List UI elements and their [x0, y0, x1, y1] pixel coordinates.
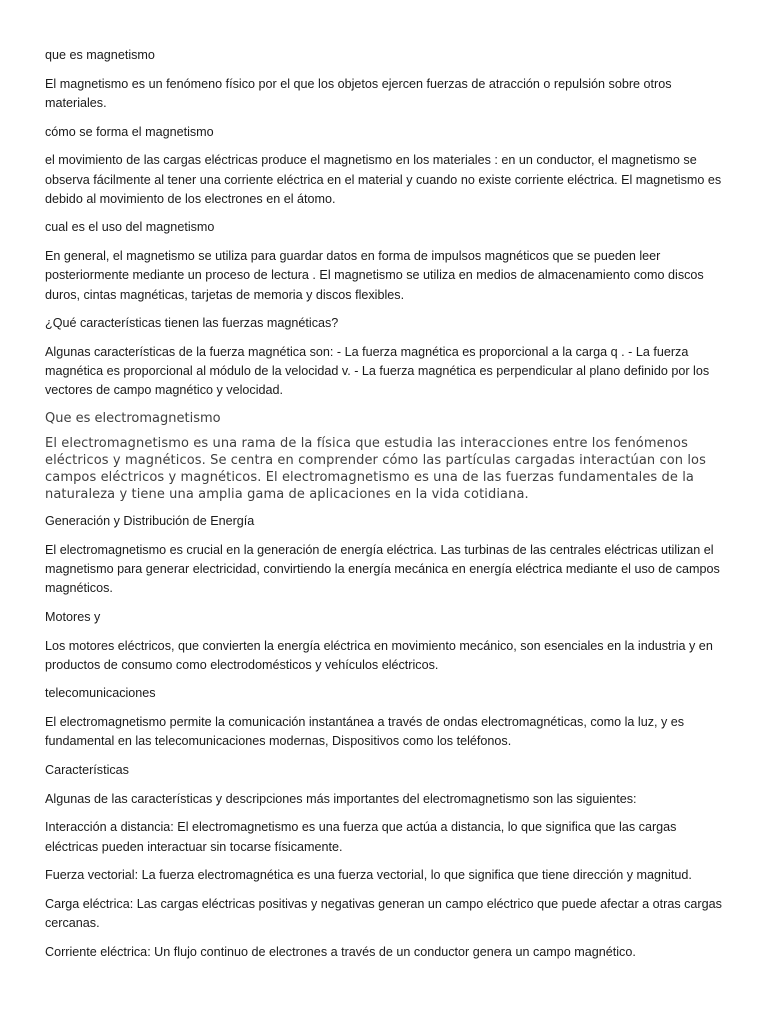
section-heading-telecomunicaciones: telecomunicaciones [45, 686, 156, 701]
paragraph-telecomunicaciones: El electromagnetismo permite la comunicación instantánea a través de ondas electromagnéticas, como la luz, y es fundamental en las telecomunicaciones modernas, Dispositivos como los teléfonos. [45, 715, 685, 749]
document-page [45, 46, 729, 972]
paragraph-intro-caracteristicas: Algunas de las características y descripciones más importantes del electromagnetismo son las siguientes: [45, 791, 637, 806]
section-heading-caracteristicas: Características [45, 763, 129, 778]
paragraph-definicion-magnetismo: El magnetismo es un fenómeno físico por el que los objetos ejercen fuerzas de atracción o repulsión sobre otros materiales. [45, 76, 672, 110]
paragraph-carga-electrica: Carga eléctrica: Las cargas eléctricas positivas y negativas generan un campo eléctrico que puede afectar a otras cargas cercanas. [45, 897, 722, 931]
paragraph-definicion-electromagnetismo: El electromagnetismo es una rama de la física que estudia las interacciones entre los fenómenos eléctricos y magnéticos. Se centra en comprender cómo las partículas cargadas interactúan con los campos eléctricos y magnéticos. El electromagnetismo es una de las fuerzas fundamentales de la naturaleza y tiene una amplia gama de aplicaciones en la vida cotidiana. [45, 436, 706, 503]
paragraph-motores: Los motores eléctricos, que convierten la energía eléctrica en movimiento mecánico, son esenciales en la industria y en productos de consumo como electrodomésticos y vehículos eléctricos. [45, 638, 713, 672]
paragraph-formacion-magnetismo: el movimiento de las cargas eléctricas produce el magnetismo en los materiales : en un conductor, el magnetismo se observa fácilmente al tener una corriente eléctrica en el material y cuando no existe corriente eléctrica. El magnetismo es debido al movimiento de los electrones en el átomo. [45, 153, 722, 206]
section-heading-caracteristicas-fuerzas: ¿Qué características tienen las fuerzas magnéticas? [45, 316, 339, 331]
section-heading-que-es-magnetismo: que es magnetismo [45, 48, 155, 62]
section-heading-motores: Motores y [45, 609, 101, 624]
section-heading-uso-magnetismo: cual es el uso del magnetismo [45, 220, 215, 235]
paragraph-generacion-energia: El electromagnetismo es crucial en la generación de energía eléctrica. Las turbinas de las centrales eléctricas utilizan el magnetismo para generar electricidad, convirtiendo la energía mecánica en energía eléctrica mediante el uso de campos magnéticos. [45, 542, 720, 596]
paragraph-caracteristicas-fuerzas: Algunas características de la fuerza magnética son: - La fuerza magnética es proporcional a la carga q . - La fuerza magnética es proporcional al módulo de la velocidad v. - La fuerza magnética es perpendicular al plano definido por los vectores de campo magnético y velocidad. [45, 344, 710, 398]
section-heading-como-se-forma: cómo se forma el magnetismo [45, 124, 214, 139]
section-heading-electromagnetismo: Que es electromagnetismo [45, 411, 221, 427]
paragraph-uso-magnetismo: En general, el magnetismo se utiliza para guardar datos en forma de impulsos magnéticos que se pueden leer posteriormente mediante un proceso de lectura . El magnetismo se utiliza en medios de almacenamiento como discos duros, cintas magnéticas, tarjetas de memoria y discos flexibles. [45, 249, 704, 302]
paragraph-interaccion-distancia: Interacción a distancia: El electromagnetismo es una fuerza que actúa a distancia, lo que significa que las cargas eléctricas pueden interactuar sin tocarse físicamente. [45, 820, 677, 854]
section-heading-generacion-energia: Generación y Distribución de Energía [45, 514, 255, 529]
paragraph-corriente-electrica: Corriente eléctrica: Un flujo continuo de electrones a través de un conductor genera un campo magnético. [45, 945, 636, 959]
paragraph-fuerza-vectorial: Fuerza vectorial: La fuerza electromagnética es una fuerza vectorial, lo que significa que tiene dirección y magnitud. [45, 868, 692, 883]
